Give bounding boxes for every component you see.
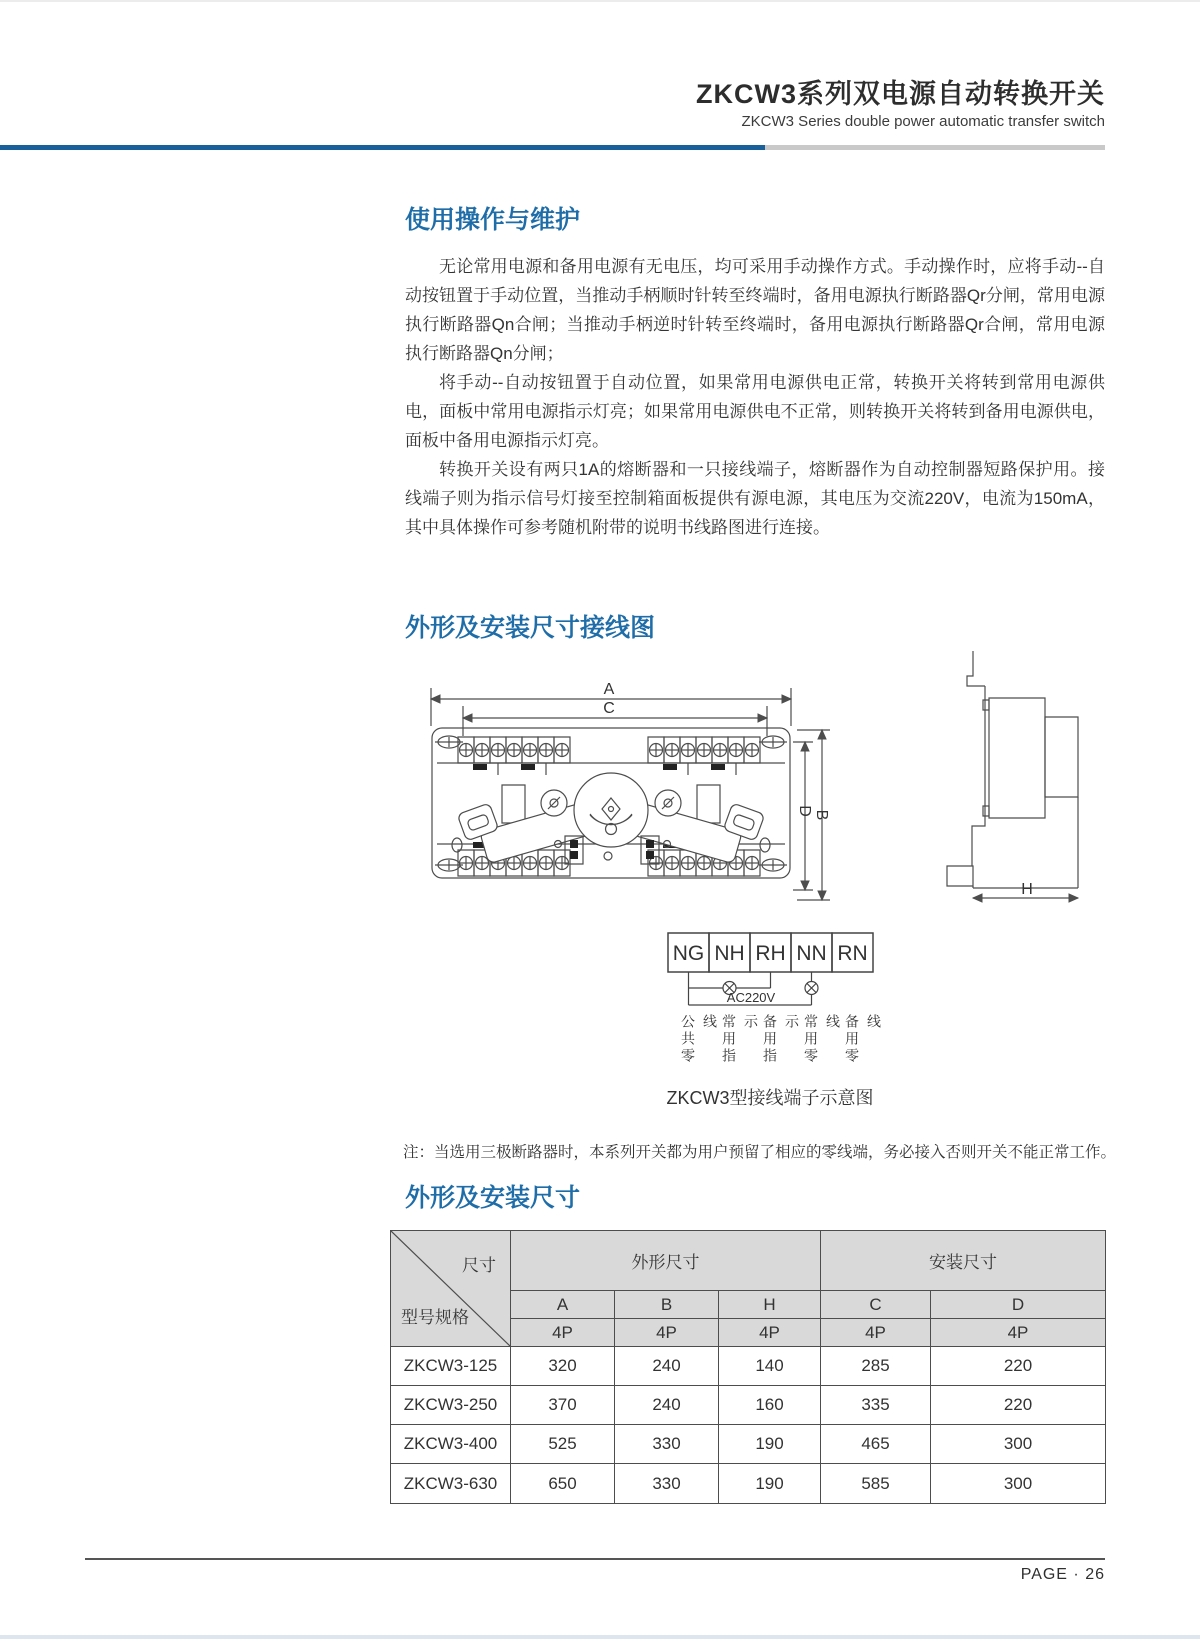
pole-cell: 4P xyxy=(931,1319,1106,1347)
corner-label-model: 型号规格 xyxy=(401,1308,469,1327)
lamp-icon xyxy=(805,982,818,995)
model-cell: ZKCW3-630 xyxy=(391,1464,511,1504)
model-cell: ZKCW3-400 xyxy=(391,1425,511,1464)
table-corner-cell xyxy=(391,1231,511,1347)
col-header-h: H xyxy=(719,1291,821,1319)
page-subtitle: ZKCW3 Series double power automatic transfer switch xyxy=(741,113,1105,130)
col-header-b: B xyxy=(615,1291,719,1319)
table-row xyxy=(391,1425,1106,1464)
svg-text:B: B xyxy=(813,809,830,821)
svg-text:NG: NG xyxy=(672,942,705,965)
usage-paragraph-1: 无论常用电源和备用电源有无电压，均可采用手动操作方式。手动操作时，应将手动--自动按钮置于手动位置，当推动手柄顺时针转至终端时，备用电源执行断路器Qr分闸，常用电源执行断路器Qn合闸；当推动手柄逆时针转至终端时，备用电源执行断路器Qr合闸，常用电源执行断路器Qn分闸； xyxy=(405,257,1105,363)
terminal-desc-ng: 公共零线 xyxy=(680,1014,718,1065)
value-cell: 465 xyxy=(821,1425,931,1464)
table-row xyxy=(391,1347,1106,1386)
group-header-outline: 外形尺寸 xyxy=(511,1231,821,1291)
page-header xyxy=(696,78,1105,132)
pole-cell: 4P xyxy=(719,1319,821,1347)
dimension-h xyxy=(973,881,1078,898)
col-header-a: A xyxy=(511,1291,615,1319)
terminal-desc-nh: 常用指示 xyxy=(721,1014,759,1065)
value-cell: 285 xyxy=(821,1347,931,1386)
svg-text:A: A xyxy=(603,681,615,698)
note-text: 注：当选用三极断路器时，本系列开关都为用户预留了相应的零线端，务必接入否则开关不能正常工作。 xyxy=(403,1144,1117,1161)
page-title: ZKCW3系列双电源自动转换开关 xyxy=(696,79,1105,109)
dimension-c xyxy=(463,700,767,736)
corner-label-size: 尺寸 xyxy=(462,1256,496,1275)
usage-paragraph-2: 将手动--自动按钮置于自动位置，如果常用电源供电正常，转换开关将转到常用电源供电，面板中常用电源指示灯亮；如果常用电源供电不正常，则转换开关将转到备用电源供电，面板中备用电源指示灯亮。 xyxy=(405,373,1105,450)
terminal-wiring-diagram xyxy=(640,925,900,1013)
value-cell: 160 xyxy=(719,1386,821,1425)
footer-divider xyxy=(85,1558,1105,1560)
rotary-mechanism xyxy=(574,773,648,847)
section-heading-outline-wiring: 外形及安装尺寸接线图 xyxy=(405,614,656,642)
svg-text:C: C xyxy=(603,700,615,717)
value-cell: 370 xyxy=(511,1386,615,1425)
value-cell: 300 xyxy=(931,1464,1106,1504)
header-divider xyxy=(0,145,1105,150)
value-cell: 525 xyxy=(511,1425,615,1464)
voltage-label: AC220V xyxy=(726,990,776,1005)
side-view-drawing xyxy=(947,651,1078,898)
divider-gray-segment xyxy=(765,145,1105,150)
svg-text:D: D xyxy=(796,805,813,817)
svg-text:H: H xyxy=(1021,881,1033,898)
value-cell: 190 xyxy=(719,1464,821,1504)
terminal-strip-top-left xyxy=(458,737,570,763)
terminal-diagram-caption: ZKCW3型接线端子示意图 xyxy=(666,1088,874,1108)
col-header-c: C xyxy=(821,1291,931,1319)
value-cell: 320 xyxy=(511,1347,615,1386)
pole-cell: 4P xyxy=(821,1319,931,1347)
dimension-drawing xyxy=(395,648,1105,910)
value-cell: 335 xyxy=(821,1386,931,1425)
table-row xyxy=(391,1386,1106,1425)
value-cell: 240 xyxy=(615,1386,719,1425)
svg-text:NN: NN xyxy=(796,942,827,965)
pole-cell: 4P xyxy=(615,1319,719,1347)
terminal-strip-top-right xyxy=(648,737,760,763)
terminal-desc-rh: 备用指示 xyxy=(762,1014,800,1065)
section-heading-dimensions: 外形及安装尺寸 xyxy=(405,1184,581,1212)
usage-paragraphs xyxy=(405,252,1105,542)
value-cell: 330 xyxy=(615,1464,719,1504)
top-border-line xyxy=(0,0,1200,2)
dimension-d xyxy=(793,742,813,890)
section-heading-usage: 使用操作与维护 xyxy=(405,206,581,234)
dimension-table xyxy=(390,1230,1106,1504)
value-cell: 585 xyxy=(821,1464,931,1504)
value-cell: 140 xyxy=(719,1347,821,1386)
bottom-edge-strip xyxy=(0,1635,1200,1639)
col-header-d: D xyxy=(931,1291,1106,1319)
value-cell: 220 xyxy=(931,1386,1106,1425)
pole-cell: 4P xyxy=(511,1319,615,1347)
terminal-desc-rn: 备用零线 xyxy=(844,1014,882,1065)
value-cell: 190 xyxy=(719,1425,821,1464)
diagonal-line xyxy=(391,1231,511,1347)
value-cell: 240 xyxy=(615,1347,719,1386)
terminal-desc-nn: 常用零线 xyxy=(803,1014,841,1065)
value-cell: 300 xyxy=(931,1425,1106,1464)
svg-text:NH: NH xyxy=(714,942,745,965)
model-cell: ZKCW3-125 xyxy=(391,1347,511,1386)
group-header-mounting: 安装尺寸 xyxy=(821,1231,1106,1291)
table-row xyxy=(391,1464,1106,1504)
svg-text:RN: RN xyxy=(837,942,868,965)
front-view-drawing xyxy=(431,681,830,900)
model-cell: ZKCW3-250 xyxy=(391,1386,511,1425)
usage-paragraph-3: 转换开关设有两只1A的熔断器和一只接线端子，熔断器作为自动控制器短路保护用。接线端子则为指示信号灯接至控制箱面板提供有源电源，其电压为交流220V，电流为150mA，其中具体操作可参考随机附带的说明书线路图进行连接。 xyxy=(405,460,1105,537)
value-cell: 330 xyxy=(615,1425,719,1464)
svg-text:RH: RH xyxy=(755,942,786,965)
page-number: PAGE · 26 xyxy=(1020,1566,1105,1583)
divider-blue-segment xyxy=(0,145,765,150)
value-cell: 650 xyxy=(511,1464,615,1504)
value-cell: 220 xyxy=(931,1347,1106,1386)
terminal-labels xyxy=(673,942,868,965)
